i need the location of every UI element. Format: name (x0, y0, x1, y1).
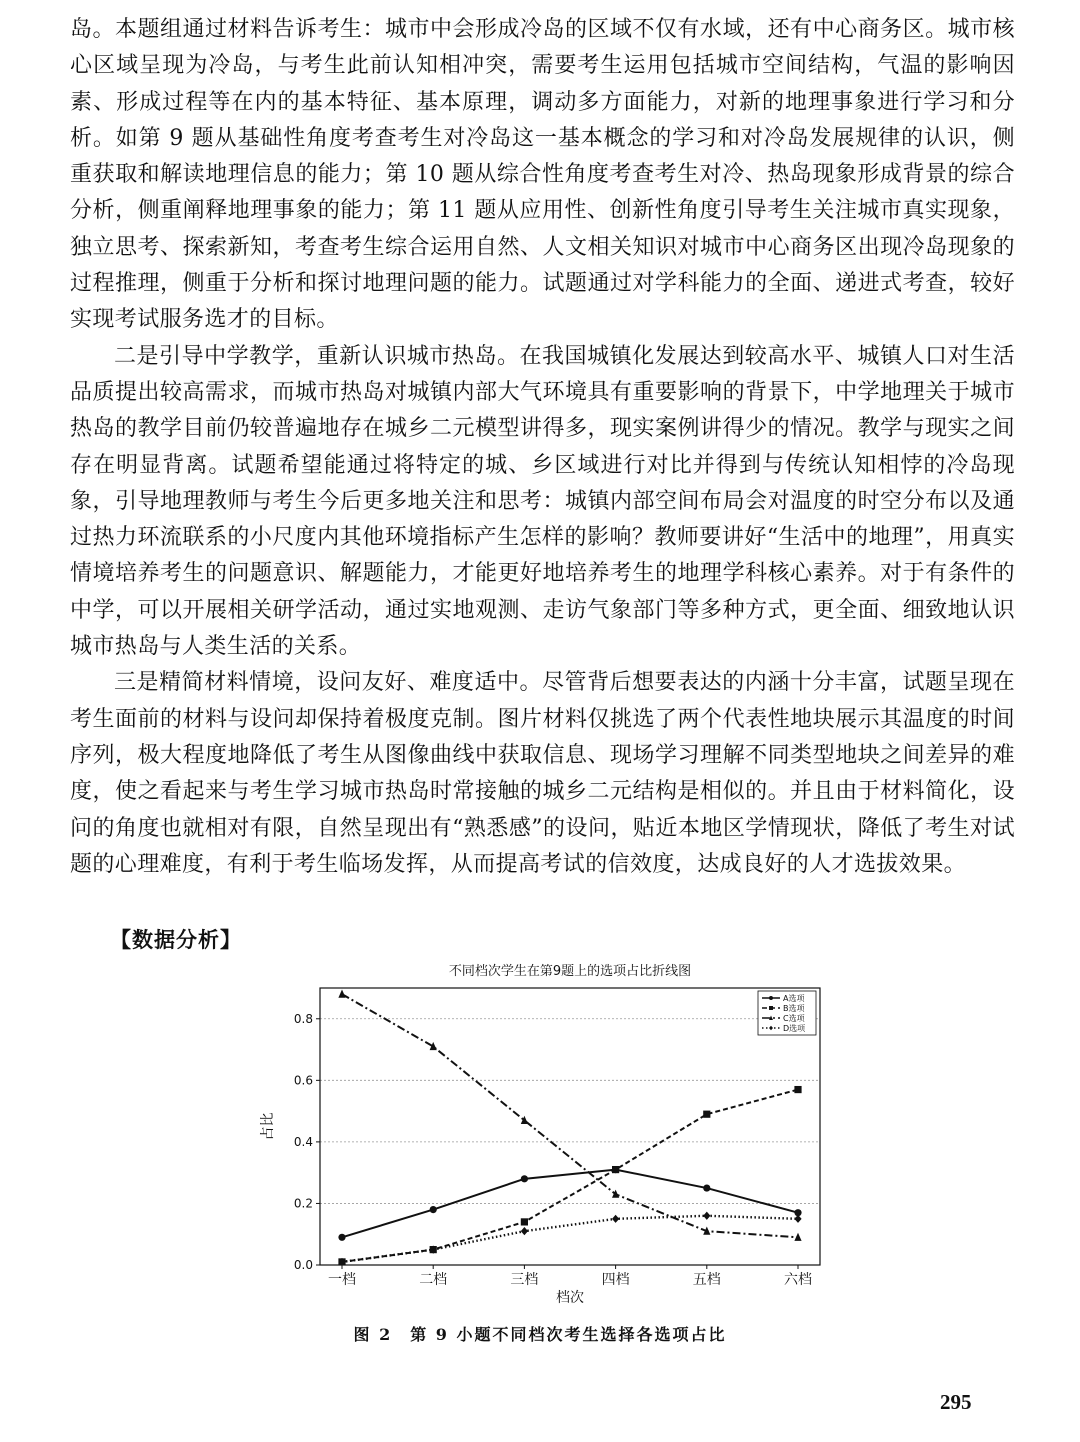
data-point (612, 1215, 619, 1223)
legend-label: C选项 (783, 1014, 805, 1023)
y-tick-label: 0.4 (293, 1134, 313, 1149)
data-point (338, 1234, 345, 1241)
x-tick-label: 六档 (784, 1272, 812, 1288)
legend-label: D选项 (783, 1024, 806, 1033)
y-axis-label: 占比 (260, 1112, 276, 1141)
data-point (521, 1175, 528, 1182)
legend-marker (769, 1006, 773, 1010)
legend-label: B选项 (783, 1004, 805, 1013)
legend-label: A选项 (783, 994, 805, 1003)
section-label: 【数据分析】 (110, 928, 242, 952)
body-text (70, 12, 1015, 883)
data-point (430, 1206, 437, 1213)
data-point (703, 1184, 710, 1191)
series-line-2 (342, 1090, 798, 1262)
series-line-4 (342, 1216, 798, 1262)
paragraph-1: 岛。本题组通过材料告诉考生：城市中会形成冷岛的区域不仅有水域，还有中心商务区。城市核心区域呈现为冷岛，与考生此前认知相冲突，需要考生运用包括城市空间结构，气温的影响因素、形成过程等在内的基本特征、基本原理，调动多方面能力，对新的地理事象进行学习和分析。如第 9 题从基础性角度考查考生对冷岛这一基本概念的学习和对冷岛发展规律的认识，侧重获取和解读地理信息的能力；第 10 题从综合性角度考查考生对冷、热岛现象形成背景的综合分析，侧重阐释地理事象的能力；第 11 题从应用性、创新性角度引导考生关注城市真实现象，独立思考、探索新知，考查考生综合运用自然、人文相关知识对城市中心商务区出现冷岛现象的过程推理，侧重于分析和探讨地理问题的能力。试题通过对学科能力的全面、递进式考查，较好实现考试服务选才的目标。 (70, 17, 1015, 333)
paragraph-3: 三是精简材料情境，设问友好、难度适中。尽管背后想要表达的内涵十分丰富，试题呈现在考生面前的材料与设问却保持着极度克制。图片材料仅挑选了两个代表性地块展示其温度的时间序列，极大程度地降低了考生从图像曲线中获取信息、现场学习理解不同类型地块之间差异的难度，使之看起来与考生学习城市热岛时常接触的城乡二元结构是相似的。并且由于材料简化，设问的角度也就相对有限，自然呈现出有“熟悉感”的设问，贴近本地区学情现状，降低了考生对试题的心理难度，有利于考生临场发挥，从而提高考试的信效度，达成良好的人才选拔效果。 (70, 670, 1015, 877)
data-point (521, 1227, 528, 1235)
figure-caption: 图 2 第 9 小题不同档次考生选择各选项占比 (353, 1325, 727, 1344)
x-tick-label: 二档 (419, 1272, 448, 1288)
data-point (521, 1116, 528, 1124)
data-point (612, 1190, 619, 1198)
y-tick-label: 0.2 (293, 1196, 313, 1211)
chart-svg (250, 955, 830, 1305)
y-tick-label: 0.0 (293, 1258, 313, 1272)
x-tick-label: 五档 (692, 1272, 721, 1288)
data-point (703, 1111, 710, 1118)
x-tick-label: 一档 (328, 1272, 356, 1288)
x-tick-label: 三档 (510, 1272, 539, 1288)
y-tick-label: 0.6 (293, 1073, 313, 1088)
series-line-3 (342, 994, 798, 1237)
data-point (703, 1212, 710, 1220)
y-tick-label: 0.8 (293, 1011, 313, 1026)
data-point (338, 990, 345, 998)
page-number: 295 (940, 1390, 972, 1414)
legend-marker (769, 996, 773, 1000)
plot-area (294, 988, 820, 1288)
plot-frame (320, 988, 820, 1265)
data-point (521, 1218, 528, 1225)
paragraph-2: 二是引导中学教学，重新认识城市热岛。在我国城镇化发展达到较高水平、城镇人口对生活品质提出较高需求，而城市热岛对城镇内部大气环境具有重要影响的背景下，中学地理关于城市热岛的教学目前仍较普遍地存在城乡二元模型讲得多，现实案例讲得少的情况。教学与现实之间存在明显背离。试题希望能通过将特定的城、乡区域进行对比并得到与传统认知相悖的冷岛现象，引导地理教师与考生今后更多地关注和思考：城镇内部空间布局会对温度的时空分布以及通过热力环流联系的小尺度内其他环境指标产生怎样的影响？教师要讲好“生活中的地理”，用真实情境培养考生的问题意识、解题能力，才能更好地培养考生的地理学科核心素养。对于有条件的中学，可以开展相关研学活动，通过实地观测、走访气象部门等多种方式，更全面、细致地认识城市热岛与人类生活的关系。 (70, 343, 1015, 660)
chart-title: 不同档次学生在第9题上的选项占比折线图 (448, 964, 692, 979)
x-tick-label: 四档 (601, 1272, 630, 1288)
data-point (794, 1233, 801, 1241)
line-chart (250, 955, 830, 1305)
data-point (794, 1086, 801, 1093)
x-axis-label: 档次 (556, 1290, 584, 1305)
data-point (794, 1215, 801, 1223)
data-point (612, 1166, 619, 1173)
